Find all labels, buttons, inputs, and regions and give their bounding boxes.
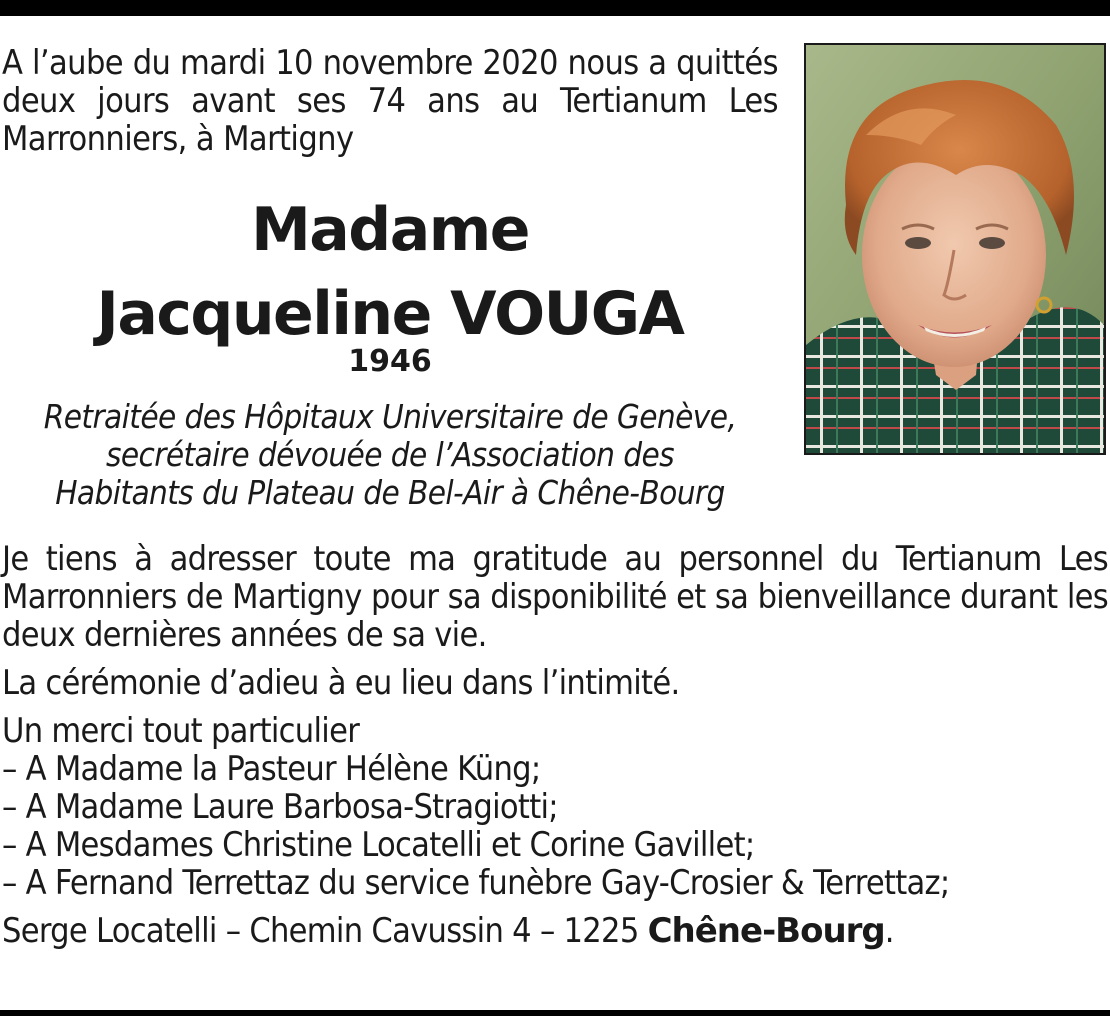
intro-text: A l’aube du mardi 10 novembre 2020 nous a quittés deux jours avant ses 74 ans au Tertianum Les Marronniers, à Martigny (2, 43, 778, 159)
signature-city: Chêne-Bourg (647, 911, 885, 951)
message-body (2, 540, 1108, 950)
ceremony-paragraph: La cérémonie d’adieu à eu lieu dans l’intimité. (2, 663, 680, 703)
thanks-item: – A Madame Laure Barbosa-Stragiotti; (2, 787, 558, 827)
salutation: Madame (251, 195, 529, 265)
role-description (0, 398, 780, 512)
thanks-list (2, 712, 1108, 902)
top-rule (0, 0, 1110, 16)
thanks-heading: Un merci tout particulier (2, 711, 360, 751)
portrait-photo (804, 43, 1106, 455)
signature-end: . (884, 911, 894, 951)
deceased-name: Jacqueline VOUGA (96, 279, 684, 349)
thanks-item: – A Fernand Terrettaz du service funèbre Gay-Crosier & Terrettaz; (2, 863, 950, 903)
role-line: secrétaire dévouée de l’Association des (105, 435, 675, 474)
bottom-rule (0, 1010, 1110, 1016)
role-line: Retraitée des Hôpitaux Universitaire de Genève, (43, 397, 737, 436)
role-line: Habitants du Plateau de Bel-Air à Chêne-Bourg (55, 473, 725, 512)
signature-line (2, 912, 1108, 950)
thanks-item: – A Madame la Pasteur Hélène Küng; (2, 749, 541, 789)
thanks-item: – A Mesdames Christine Locatelli et Corine Gavillet; (2, 825, 755, 865)
birth-year: 1946 (348, 344, 432, 379)
deceased-name-block (0, 188, 780, 356)
gratitude-paragraph: Je tiens à adresser toute ma gratitude au personnel du Tertianum Les Marronniers de Martigny pour sa disponibilité et sa bienveillance durant les deux dernières années de sa vie. (2, 539, 1108, 655)
signature-address: Serge Locatelli – Chemin Cavussin 4 – 1225 (2, 911, 648, 951)
